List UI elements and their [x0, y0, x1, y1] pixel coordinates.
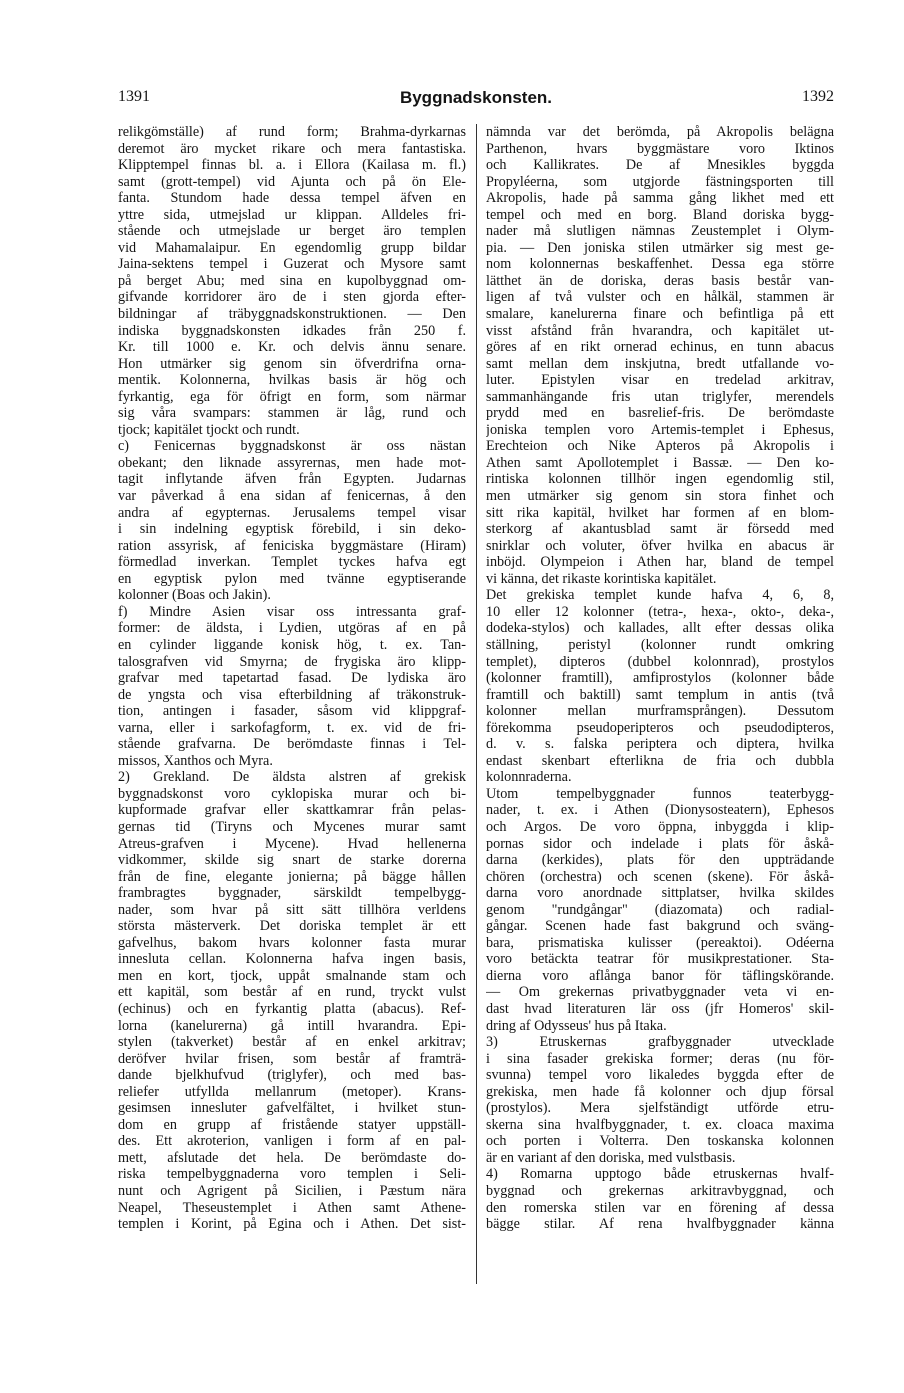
text-line: obekant; den liknade assyrernas, men hade mot- [118, 454, 466, 471]
text-line: joniska templen voro Artemis-templet i Ephesus, [486, 421, 834, 438]
text-line: men en kort, tjock, uppåt smalnande stam och [118, 967, 466, 984]
text-line: förekomma pseudoperipteros och pseudodipteros, [486, 719, 834, 736]
page-number-right: 1392 [802, 88, 834, 105]
text-line: smalare, kanelurerna finare och befintliga på ett [486, 306, 834, 323]
text-line: Hon utmärker sig genom sin öfverdrifna orna- [118, 355, 466, 372]
text-line: Kr. till 1000 e. Kr. och delvis ännu senare. [118, 339, 466, 356]
text-line: endast skenbart efterlikna de fria och dubbla [486, 752, 834, 769]
text-line: grafvar med tapetartad fasad. De lydiska äro [118, 670, 466, 687]
text-line: Athen samt Apollotemplet i Bassæ. — Den ko- [486, 454, 834, 471]
text-line: Erechteion och Nike Apteros på Akropolis i [486, 438, 834, 455]
text-line: Jaina-sektens tempel i Guzerat och Mysore samt [118, 256, 466, 273]
text-line: bara, prismatiska kulisser (pereaktoi). Odéerna [486, 934, 834, 951]
text-line: mentik. Kolonnerna, hvilkas basis är hög och [118, 372, 466, 389]
text-line: stylen (takverket) består af en enkel arkitrav; [118, 1034, 466, 1051]
text-line: kolonner mellan murframsprången). Dessutom [486, 703, 834, 720]
text-line: dierna voro aflånga banor för täflingskörande. [486, 967, 834, 984]
column-divider [476, 124, 477, 1284]
text-line: nader, t. ex. i Athen (Dionysosteatern), Ephesos [486, 802, 834, 819]
text-line: största mästerverk. Det doriska templet är ett [118, 918, 466, 935]
text-line: darna (kerkides), plats för den uppträdande [486, 852, 834, 869]
text-line: byggnad och grekernas arkitravbyggnad, och [486, 1183, 834, 1199]
text-line: tion, antingen i fasader, såsom vid klippgraf- [118, 703, 466, 720]
text-line: är en variant af den doriska, med vulstbasis. [486, 1149, 736, 1166]
text-line: relikgömställe) af rund form; Brahma-dyrkarnas [118, 124, 466, 140]
text-line: Parthenon, hvars byggmästare voro Iktinos [486, 140, 834, 157]
text-line: former: de äldsta, i Lydien, utgöras af en på [118, 620, 466, 637]
text-line: Propyléerna, som utgjorde fästningsporten till [486, 173, 834, 190]
text-line: templen i Korint, på Egina och i Athen. Det sist- [118, 1216, 466, 1233]
text-line: samt (grott-tempel) vid Ajunta och på ön Ele- [118, 173, 466, 190]
text-line: Atreus-grafven i Mycene). Hvad hellenerna [118, 835, 466, 852]
text-line: gångar. Scenen hade fast bakgrund och sväng- [486, 918, 834, 935]
text-line: 3) Etruskernas grafbyggnader utvecklade [486, 1034, 834, 1051]
text-line: fanta. Stundom hade dessa tempel äfven en [118, 190, 466, 207]
text-line: i sin indelning egyptisk förebild, i sin deko- [118, 521, 466, 538]
text-line: förmedlad inverkan. Templet tyckes hafva egt [118, 554, 466, 571]
text-line: göres af en rikt ornerad echinus, en tunn abacus [486, 339, 834, 356]
text-line: nämnda var det berömda, på Akropolis belägna [486, 124, 834, 140]
text-line: 10 eller 12 kolonner (tetra-, hexa-, okto-, deka-, [486, 603, 834, 620]
text-line: nader, som hvar på sitt sätt tillhöra verldens [118, 901, 466, 918]
text-line: Klipptempel finnas bl. a. i Ellora (Kailasa m. fl.) [118, 157, 466, 174]
text-line: dodeka-stylos) och kallades, allt efter dessas olika [486, 620, 834, 637]
text-line: en cylinder liggande konisk hög, t. ex. Tan- [118, 636, 466, 653]
text-line: och porten i Volterra. Den toskanska kolonnen [486, 1133, 834, 1150]
text-line: sammanhängande fris utan triglyfer, merendels [486, 388, 834, 405]
text-line: chören (orchestra) och scenen (skene). För åskå- [486, 868, 834, 885]
text-line: f) Mindre Asien visar oss intressanta graf- [118, 603, 466, 620]
text-line: inböjd. Olympeion i Athen har, bland de tempel [486, 554, 834, 571]
text-line: sitt rika kapitäl, hvilket har formen af en blom- [486, 504, 834, 521]
text-line: riska tempelbyggnaderna voro templen i Seli- [118, 1166, 466, 1183]
text-line: gesimsen innesluter gafvelfältet, i hvilket stun- [118, 1100, 466, 1117]
text-line: sterkorg af akantusblad samt är försedd med [486, 521, 834, 538]
text-line: des. Ett akroterion, vanligen i form af en pal- [118, 1133, 466, 1150]
text-line: dast hvad literaturen lär oss (jfr Homeros' skil- [486, 1000, 834, 1017]
text-line: bägge stilar. Af rena hvalfbyggnader känna [486, 1216, 834, 1233]
left-column [118, 124, 466, 1233]
text-line: men utmärker sig genom sin stora finhet och [486, 488, 834, 505]
text-line: var påverkad å ena sidan af fenicernas, å den [118, 488, 466, 505]
text-line: samt mellan dem inskjutna, bredt utfallande vo- [486, 355, 834, 372]
text-line: tjock; kapitälet tjockt och rundt. [118, 421, 300, 438]
text-line: nunt och Agrigent på Sicilien, i Pæstum nära [118, 1183, 466, 1199]
text-line: talosgrafven vid Smyrna; de frygiska äro klipp- [118, 653, 466, 670]
text-line: på berget Abu; med sina en kupolbyggnad om- [118, 272, 466, 289]
text-line: en egyptisk pylon med tvänne egyptiserande [118, 570, 466, 587]
text-line: ställning, peristyl (kolonner rundt omkring [486, 636, 834, 653]
text-line: gafvelhus, bakom hvars kolonner fasta murar [118, 934, 466, 951]
text-line: tagit inflytande äfven från Egypten. Judarnas [118, 471, 466, 488]
text-line: indiska byggnadskonsten idkades från 250 f. [118, 322, 466, 339]
text-line: deremot äro mycket rikare och mera fantastiska. [118, 140, 466, 157]
text-line: reliefer utfyllda mellanrum (metoper). Krans- [118, 1083, 466, 1100]
text-line: och Kallikrates. De af Mnesikles byggda [486, 157, 834, 174]
text-line: bildningar af träbyggnadskonstruktionen. — Den [118, 306, 466, 323]
text-line: de yngsta och visa efterbildning af träkonstruk- [118, 686, 466, 703]
text-line: kolonner (Boas och Jakin). [118, 587, 271, 604]
text-line: Det grekiska templet kunde hafva 4, 6, 8, [486, 587, 834, 604]
text-line: i sina fasader grekiska former; deras (nu för- [486, 1050, 834, 1067]
text-line: andra af egypternas. Jerusalems tempel visar [118, 504, 466, 521]
text-line: 2) Grekland. De äldsta alstren af grekisk [118, 769, 466, 786]
text-line: luter. Epistylen visar en tredelad arkitrav, [486, 372, 834, 389]
text-line: svunna) tempel voro likaledes byggda efter de [486, 1067, 834, 1084]
text-line: byggnadskonst voro cyklopiska murar och bi- [118, 785, 466, 802]
text-line: fyrkantig, ega för öfrigt en form, som närmar [118, 388, 466, 405]
text-line: prydd med en basrelief-fris. De berömdaste [486, 405, 834, 422]
text-line: Akropolis, hade på samma gång likhet med ett [486, 190, 834, 207]
text-line: nom kolonnernas beskaffenhet. Dessa ega större [486, 256, 834, 273]
text-line: snirklar och voluter, öfver hvilka en abacus är [486, 537, 834, 554]
text-line: dom en grupp af fristående statyer uppställ- [118, 1116, 466, 1133]
text-line: ligen af två vulster och en hålkäl, stammen är [486, 289, 834, 306]
text-line: frambragtes byggnader, särskildt tempelbygg- [118, 885, 466, 902]
text-line: Utom tempelbyggnader funnos teaterbygg- [486, 785, 834, 802]
text-line: grekiska, men hade få kolonner och djup försal [486, 1083, 834, 1100]
text-line: och Argos. De voro öppna, inbyggda i klip- [486, 818, 834, 835]
text-line: mett, afslutade det hela. De berömdaste do- [118, 1149, 466, 1166]
text-line: 4) Romarna upptogo både etruskernas hvalf- [486, 1166, 834, 1183]
page-number-left: 1391 [118, 88, 150, 105]
text-line: vi känna, det rikaste korintiska kapitälet. [486, 570, 717, 587]
text-line: ration assyrisk, af feniciska byggmästare (Hiram) [118, 537, 466, 554]
text-line: framtill och baktill) samt templum in antis (två [486, 686, 834, 703]
page-title: Byggnadskonsten. [399, 88, 553, 107]
right-column [486, 124, 834, 1233]
text-line: Neapel, Theseustemplet i Athen samt Athene- [118, 1199, 466, 1216]
text-line: tempel och med en borg. Bland doriska bygg- [486, 206, 834, 223]
text-line: (kolonner framtill), amfiprostylos (kolonner både [486, 670, 834, 687]
text-line: den romerska stilen var en förening af dessa [486, 1199, 834, 1216]
text-line: c) Fenicernas byggnadskonst är oss nästan [118, 438, 466, 455]
text-line: genom "rundgångar" (diazomata) och radial- [486, 901, 834, 918]
text-line: (prostylos). Mera sjelfständigt utförde etru- [486, 1100, 834, 1117]
page-header [118, 88, 834, 112]
text-line: templet), dipteros (dubbel kolonnrad), prostylos [486, 653, 834, 670]
text-line: visst afstånd från hvarandra, och kapitälet ut- [486, 322, 834, 339]
text-line: skerna sina hvalfbyggnader, t. ex. cloaca maxima [486, 1116, 834, 1133]
text-line: pia. — Den joniska stilen utmärker sig mest ge- [486, 239, 834, 256]
text-line: vid Mahamalaipur. En egendomlig grupp bildar [118, 239, 466, 256]
text-line: kolonnraderna. [486, 769, 572, 786]
text-line: dande bjelkhufvud (triglyfer), och med bas- [118, 1067, 466, 1084]
text-line: (echinus) och en fyrkantig platta (abacus). Ref- [118, 1000, 466, 1017]
text-line: nader må slutligen nämnas Zeustemplet i Olym- [486, 223, 834, 240]
text-line: darna voro anordnade sittplatser, hvilka skildes [486, 885, 834, 902]
text-line: från de fine, elegante jonierna; på bägge hållen [118, 868, 466, 885]
text-line: rintiska kolonnen tillhör ingen egendomlig stil, [486, 471, 834, 488]
text-line: varna, eller i sarkofagform, t. ex. vid de fri- [118, 719, 466, 736]
text-line: stående grafvarna. De berömdaste finnas i Tel- [118, 736, 466, 753]
text-line: vidkommer, skilde sig snart de starke dorerna [118, 852, 466, 869]
text-line: d. v. s. falska periptera och diptera, hvilka [486, 736, 834, 753]
text-line: lätthet än de doriska, deras basis består van- [486, 272, 834, 289]
text-line: innesluta cellan. Kolonnerna hafva ingen basis, [118, 951, 466, 968]
text-line: sig våra svampars: stammen är låg, rund och [118, 405, 466, 422]
text-line: stående och utmejslade ur berget äro templen [118, 223, 466, 240]
text-line: gernas tid (Tiryns och Mycenes murar samt [118, 818, 466, 835]
text-line: yttre sida, utmejslad ur klippan. Alldeles fri- [118, 206, 466, 223]
text-line: dring af Odysseus' hus på Itaka. [486, 1017, 667, 1034]
text-line: — Om grekernas privatbyggnader veta vi en- [486, 984, 834, 1001]
text-line: deröfver hvilar frisen, som består af framträ- [118, 1050, 466, 1067]
text-line: gifvande korridorer äro de i sten gjorda efter- [118, 289, 466, 306]
text-line: missos, Xanthos och Myra. [118, 752, 273, 769]
text-line: pornas sidor och indelade i plats för åskå- [486, 835, 834, 852]
text-line: ett kapitäl, som består af en rund, tryckt vulst [118, 984, 466, 1001]
text-line: voro betäckta teatrar för musikprestationer. Sta- [486, 951, 834, 968]
text-line: lorna (kanelurerna) gå intill hvarandra. Epi- [118, 1017, 466, 1034]
text-line: kupformade grafvar eller skattkamrar från pelas- [118, 802, 466, 819]
